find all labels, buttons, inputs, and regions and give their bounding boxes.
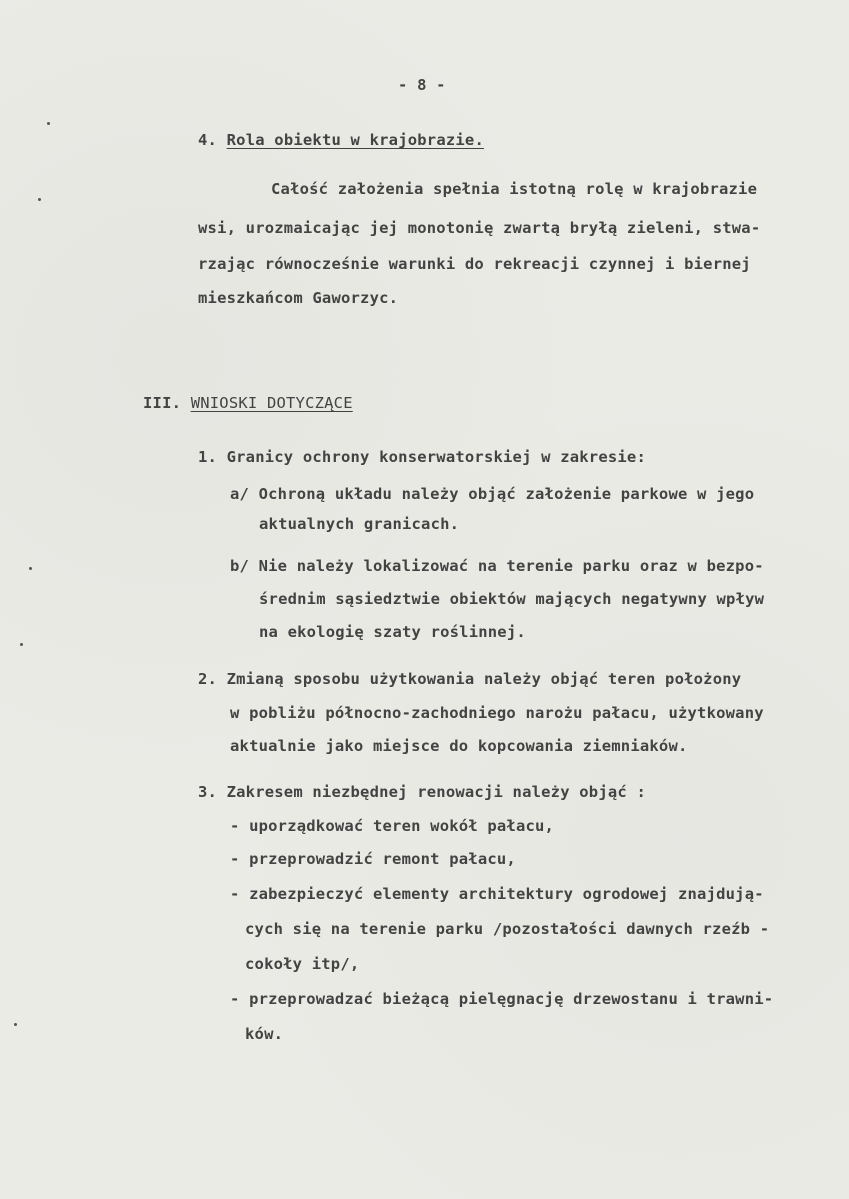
item-3-bullet-3-line-2: cych się na terenie parku /pozostałości dawnych rzeźb - — [245, 920, 770, 938]
section-4-title: Rola obiektu w krajobrazie. — [226, 131, 484, 149]
scan-speck — [29, 567, 32, 570]
page-number: - 8 - — [398, 76, 446, 94]
item-3-bullet-4-line-1: - przeprowadzać bieżącą pielęgnację drzewostanu i trawni- — [230, 990, 774, 1008]
item-3-bullet-3-line-3: cokoły itp/, — [245, 955, 360, 973]
section-4-line-2: wsi, urozmaicając jej monotonię zwartą bryłą zieleni, stwa- — [198, 219, 761, 237]
section-iii-title: WNIOSKI DOTYCZĄCE — [190, 394, 353, 412]
section-4-heading — [198, 131, 484, 149]
item-3-bullet-3-line-1: - zabezpieczyć elementy architektury ogrodowej znajdują- — [230, 885, 764, 903]
section-iii-heading — [143, 394, 353, 412]
scan-speck — [20, 643, 23, 646]
section-4-line-3: rzając równocześnie warunki do rekreacji czynnej i biernej — [198, 255, 751, 273]
section-iii-number: III. — [143, 394, 182, 412]
item-1b-line-3: na ekologię szaty roślinnej. — [259, 623, 526, 641]
section-4-number: 4. — [198, 131, 218, 149]
item-3-bullet-1: - uporządkować teren wokół pałacu, — [230, 817, 555, 835]
item-2-line-2: w pobliżu północno-zachodniego narożu pałacu, użytkowany — [230, 704, 764, 722]
item-1a-line-1: a/ Ochroną układu należy objąć założenie parkowe w jego — [230, 485, 755, 503]
section-4-line-4: mieszkańcom Gaworzyc. — [198, 289, 399, 307]
item-3-heading: 3. Zakresem niezbędnej renowacji należy objąć : — [198, 783, 646, 801]
scan-speck — [47, 122, 50, 125]
item-2-line-3: aktualnie jako miejsce do kopcowania ziemniaków. — [230, 737, 688, 755]
item-1-heading: 1. Granicy ochrony konserwatorskiej w zakresie: — [198, 448, 646, 466]
item-1b-line-2: średnim sąsiedztwie obiektów mających negatywny wpływ — [259, 590, 765, 608]
item-3-bullet-4-line-2: ków. — [245, 1025, 284, 1043]
item-2-line-1: 2. Zmianą sposobu użytkowania należy objąć teren położony — [198, 670, 742, 688]
scan-speck — [38, 198, 41, 201]
section-4-line-1: Całość założenia spełnia istotną rolę w krajobrazie — [271, 180, 758, 198]
item-3-bullet-2: - przeprowadzić remont pałacu, — [230, 850, 516, 868]
item-1b-line-1: b/ Nie należy lokalizować na terenie parku oraz w bezpo- — [230, 557, 764, 575]
scan-speck — [14, 1023, 17, 1026]
item-1a-line-2: aktualnych granicach. — [259, 515, 460, 533]
